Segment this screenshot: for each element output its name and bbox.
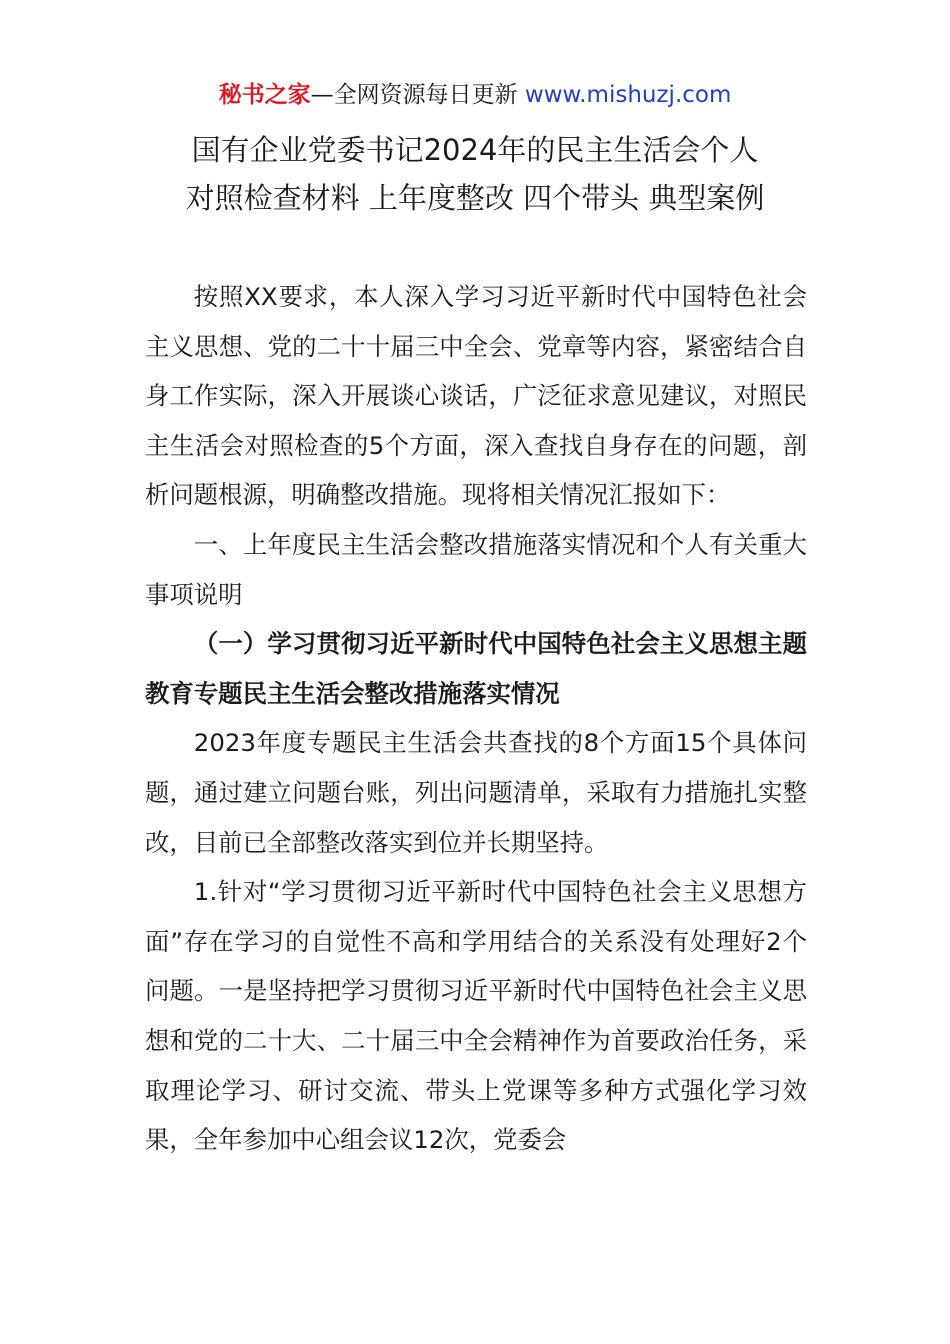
document-title-line-1: 国有企业党委书记2024年的民主生活会个人 xyxy=(191,133,759,167)
paragraph-intro: 按照XX要求，本人深入学习习近平新时代中国特色社会主义思想、党的二十十届三中全会、党章等内容，紧密结合自身工作实际，深入开展谈心谈话，广泛征求意见建议，对照民主生活会对照检查的5个方面，深入查找自身存在的问题，剖析问题根源，明确整改措施。现将相关情况汇报如下： xyxy=(145,282,807,510)
subsection-heading-1: （一）学习贯彻习近平新时代中国特色社会主义思想主题教育专题民主生活会整改措施落实情况 xyxy=(145,629,807,708)
site-url-link[interactable]: www.mishuzj.com xyxy=(524,82,732,108)
document-body xyxy=(145,272,807,1165)
paragraph-summary: 2023年度专题民主生活会共查找的8个方面15个具体问题，通过建立问题台账，列出问题清单，采取有力措施扎实整改，目前已全部整改落实到位并长期坚持。 xyxy=(145,728,807,857)
site-slogan: —全网资源每日更新 xyxy=(310,82,518,108)
paragraph-item-1: 1.针对“学习贯彻习近平新时代中国特色社会主义思想方面”存在学习的自觉性不高和学用结合的关系没有处理好2个问题。一是坚持把学习贯彻习近平新时代中国特色社会主义思想和党的二十大、二十届三中全会精神作为首要政治任务，采取理论学习、研讨交流、带头上党课等多种方式强化学习效果，全年参加中心组会议12次，党委会 xyxy=(145,877,807,1155)
site-name: 秘书之家 xyxy=(218,82,311,108)
section-heading-1: 一、上年度民主生活会整改措施落实情况和个人有关重大事项说明 xyxy=(145,529,807,609)
site-header xyxy=(0,78,950,112)
document-title xyxy=(100,126,850,222)
document-title-line-2: 对照检查材料 上年度整改 四个带头 典型案例 xyxy=(185,181,765,215)
